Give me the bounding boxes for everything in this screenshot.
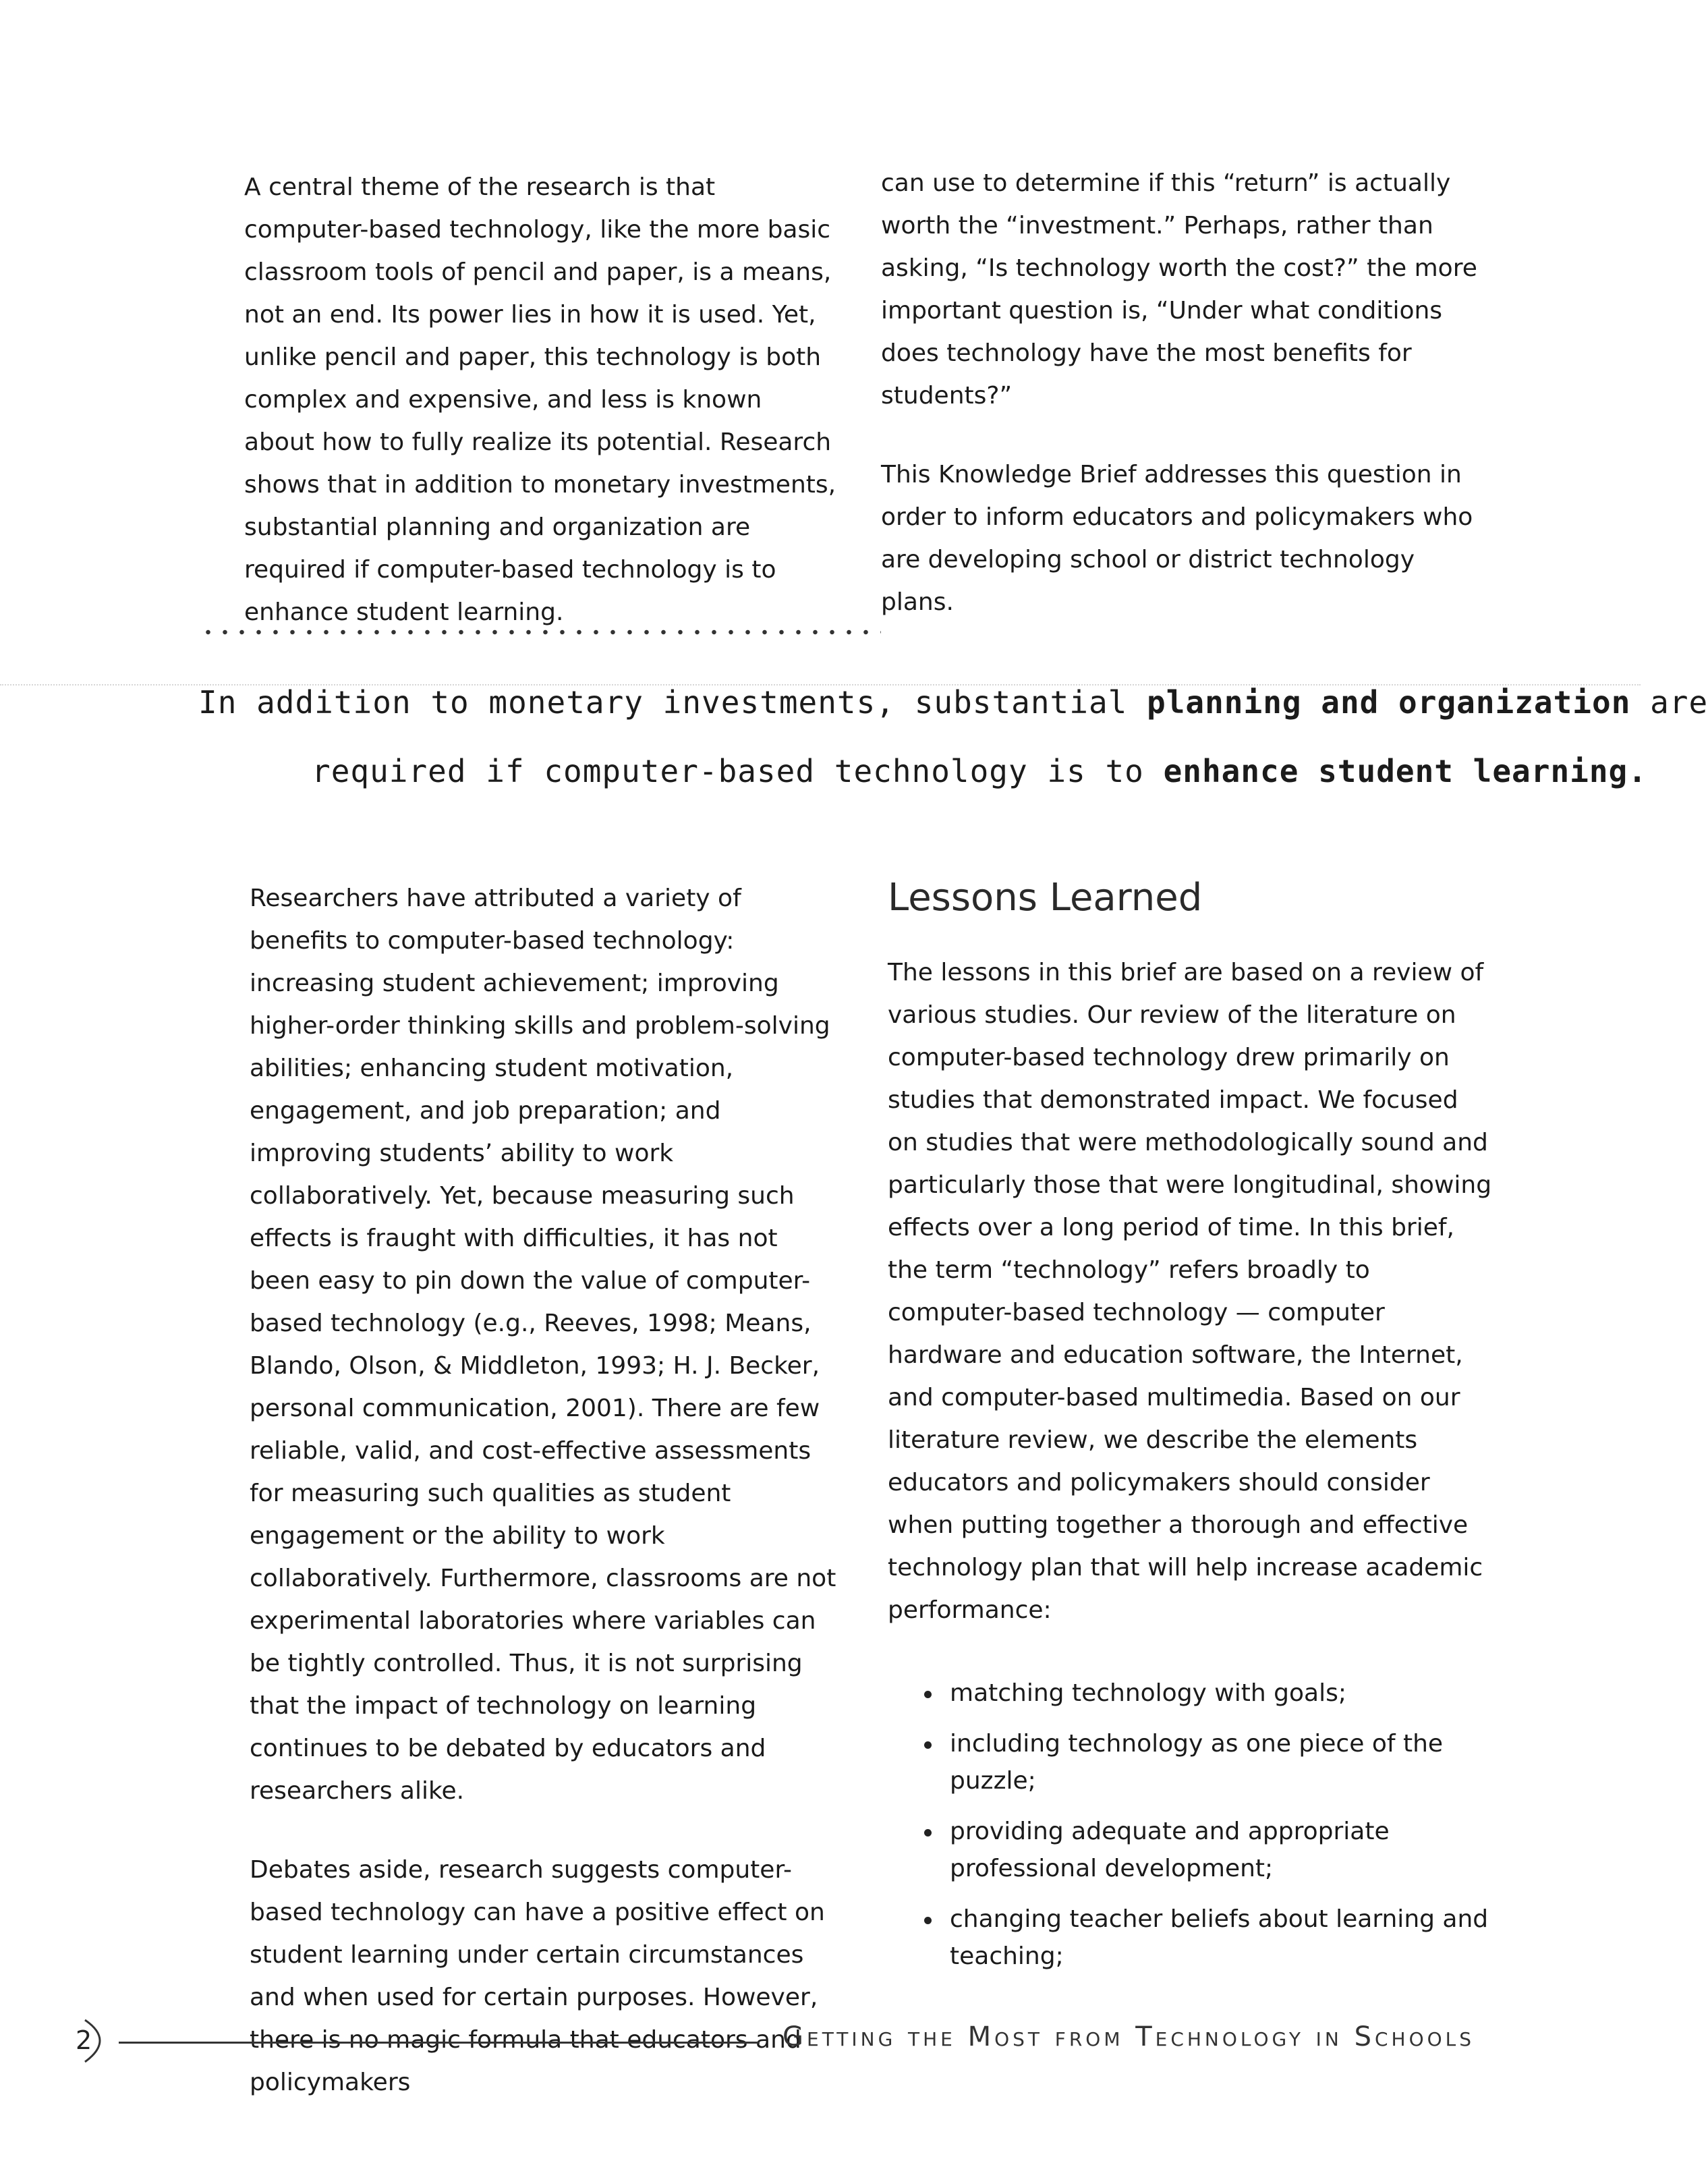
body-right-paragraph: The lessons in this brief are based on a review of various studies. Our review of the literature on computer-based technology drew primarily on studies that demonstrated impact. We focused on studies that were methodologically sound and particularly those that were longitudinal, showing effects over a long period of time. In this brief, the term “technology” refers broadly to computer-based technology — computer hardware and education software, the Internet, and computer-based multimedia. Based on our literature review, we describe the elements educators and policymakers should consider when putting together a thorough and effective technology plan that will help increase academic performance: <box>888 959 1492 1624</box>
pull-quote-emphasis: enhance student learning. <box>1163 753 1647 789</box>
body-left-column <box>250 877 843 2104</box>
pull-quote-line-1 <box>198 684 1708 721</box>
body-right-column <box>888 874 1495 1988</box>
body-left-paragraph-2: Debates aside, research suggests computer-based technology can have a positive effect on student learning under certain circumstances and when used for certain purposes. However, there is no magic formula that educators and policymakers <box>250 1856 825 2096</box>
pull-quote-emphasis: planning and organization <box>1147 684 1631 721</box>
pull-quote-text: In addition to monetary investments, substantial <box>198 684 1147 721</box>
footer-rule <box>119 2042 760 2044</box>
dotted-divider <box>200 627 881 637</box>
page-number: 2 <box>76 2025 92 2055</box>
lessons-list <box>888 1675 1495 1975</box>
list-item: changing teacher beliefs about learning and teaching; <box>888 1901 1495 1975</box>
list-item: providing adequate and appropriate professional development; <box>888 1813 1495 1887</box>
intro-right-paragraph-2: This Knowledge Brief addresses this question in order to inform educators and policymakers who are developing school or district technology plans. <box>881 461 1473 616</box>
running-footer-title: Getting the Most from Technology in Schools <box>782 2021 1475 2052</box>
body-left-paragraph-1: Researchers have attributed a variety of benefits to computer-based technology: increasing student achievement; improving higher-order thinking skills and problem-solving abilities; enhancing student motivation, engagement, and job preparation; and improving students’ ability to work collaboratively. Yet, because measuring such effects is fraught with difficulties, it has not been easy to pin down the value of computer-based technology (e.g., Reeves, 1998; Means, Blando, Olson, & Middleton, 1993; H. J. Becker, personal communication, 2001). There are few reliable, valid, and cost-effective assessments for measuring such qualities as student engagement or the ability to work collaboratively. Furthermore, classrooms are not experimental laboratories where variables can be tightly controlled. Thus, it is not surprising that the impact of technology on learning continues to be debated by educators and researchers alike. <box>250 885 836 1805</box>
pull-quote-text: required if computer-based technology is to <box>312 753 1164 789</box>
list-item: including technology as one piece of the puzzle; <box>888 1725 1495 1799</box>
intro-right-column <box>881 162 1488 623</box>
pull-quote-line-2 <box>312 753 1647 789</box>
intro-left-paragraph: A central theme of the research is that computer-based technology, like the more basic classroom tools of pencil and paper, is a means, not an end. Its power lies in how it is used. Yet, unlike pencil and paper, this technology is both complex and expensive, and less is known about how to fully realize its potential. Research shows that in addition to monetary investments, substantial planning and organization are required if computer-based technology is to enhance student learning. <box>244 173 836 626</box>
list-item: matching technology with goals; <box>888 1675 1495 1712</box>
intro-right-paragraph-1: can use to determine if this “return” is actually worth the “investment.” Perhaps, rather than asking, “Is technology worth the cost?” the more important question is, “Under what conditions does technology have the most benefits for students?” <box>881 169 1477 410</box>
intro-left-column <box>244 166 838 634</box>
section-heading: Lessons Learned <box>888 876 1203 920</box>
pull-quote-text: are <box>1630 684 1708 721</box>
